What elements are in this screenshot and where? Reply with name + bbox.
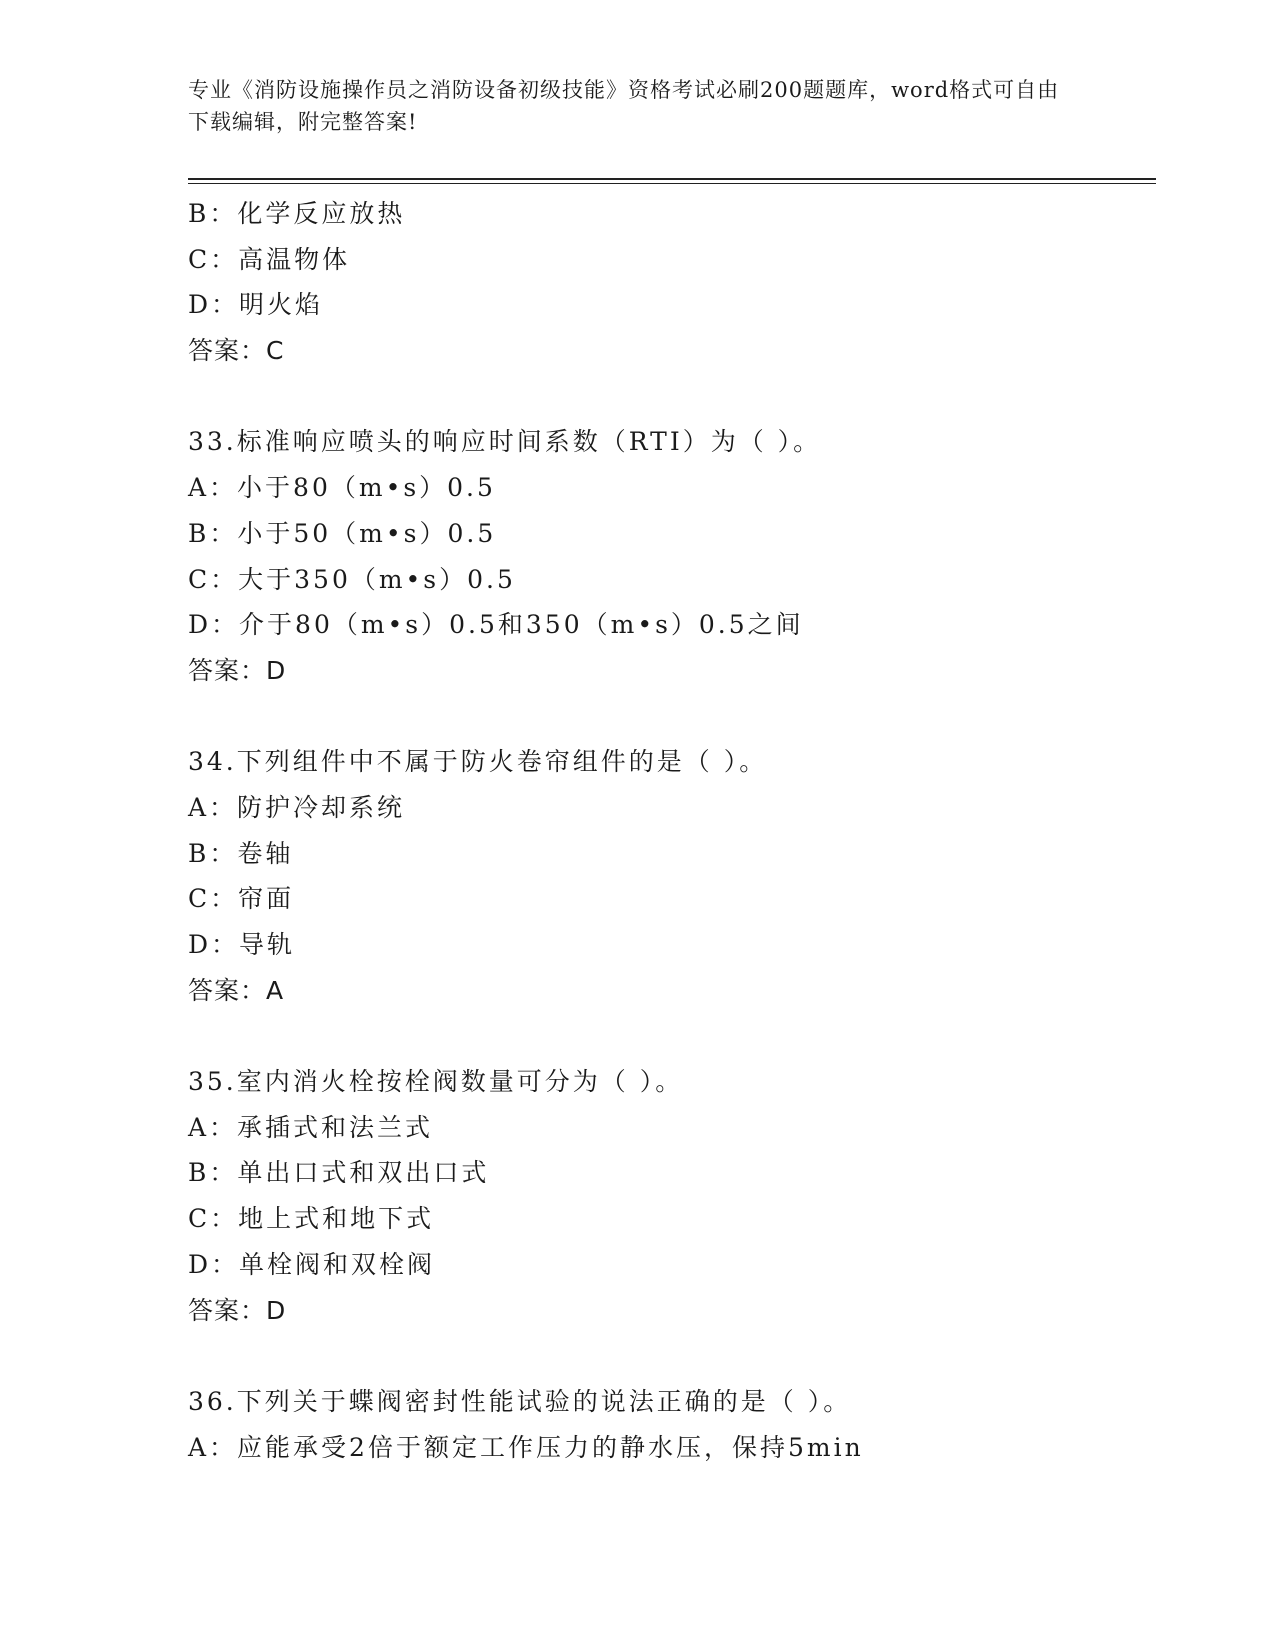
answer-line: 答案：D: [188, 655, 287, 685]
spacer: [188, 374, 1156, 420]
question-block-34: [188, 739, 1156, 1013]
option-a: A：承插式和法兰式: [188, 1112, 434, 1142]
spacer: [188, 1013, 1156, 1059]
option-a: A：小于80（m•s）0.5: [188, 473, 496, 503]
option-d: D：单栓阀和双栓阀: [188, 1249, 436, 1279]
question-block-33: [188, 419, 1156, 693]
spacer: [188, 1333, 1156, 1379]
answer-line: 答案：D: [188, 1295, 287, 1325]
header-divider-thin: [188, 183, 1156, 184]
question-block-36: [188, 1379, 1156, 1470]
question-block-partial: [188, 191, 1156, 374]
option-b: B：单出口式和双出口式: [188, 1158, 490, 1188]
document-header: 专业《消防设施操作员之消防设备初级技能》资格考试必刷200题题库，word格式可自由下载编辑，附完整答案!: [188, 78, 1060, 134]
option-b: B：化学反应放热: [188, 199, 406, 228]
option-a: A：应能承受2倍于额定工作压力的静水压，保持5min: [188, 1432, 864, 1462]
option-a: A：防护冷却系统: [188, 792, 406, 822]
option-d: D：介于80（m•s）0.5和350（m•s）0.5之间: [188, 610, 804, 640]
option-c: C：帘面: [188, 884, 295, 914]
answer-line: 答案：A: [188, 975, 285, 1005]
question-stem: 34.下列组件中不属于防火卷帘组件的是（ ）。: [188, 747, 768, 777]
answer-line: 答案：C: [188, 336, 285, 366]
option-d: D：明火焰: [188, 290, 324, 320]
header-divider-thick: [188, 178, 1156, 180]
question-stem: 36.下列关于蝶阀密封性能试验的说法正确的是（ ）。: [188, 1386, 852, 1416]
option-b: B：小于50（m•s）0.5: [188, 518, 497, 548]
option-b: B：卷轴: [188, 838, 294, 868]
question-block-35: [188, 1059, 1156, 1333]
question-list: [188, 191, 1156, 1470]
option-c: C：高温物体: [188, 244, 351, 274]
option-c: C：大于350（m•s）0.5: [188, 564, 516, 594]
question-stem: 33.标准响应喷头的响应时间系数（RTI）为（ ）。: [188, 427, 822, 457]
option-c: C：地上式和地下式: [188, 1204, 435, 1234]
spacer: [188, 694, 1156, 740]
question-stem: 35.室内消火栓按栓阀数量可分为（ ）。: [188, 1067, 684, 1097]
option-d: D：导轨: [188, 930, 296, 959]
